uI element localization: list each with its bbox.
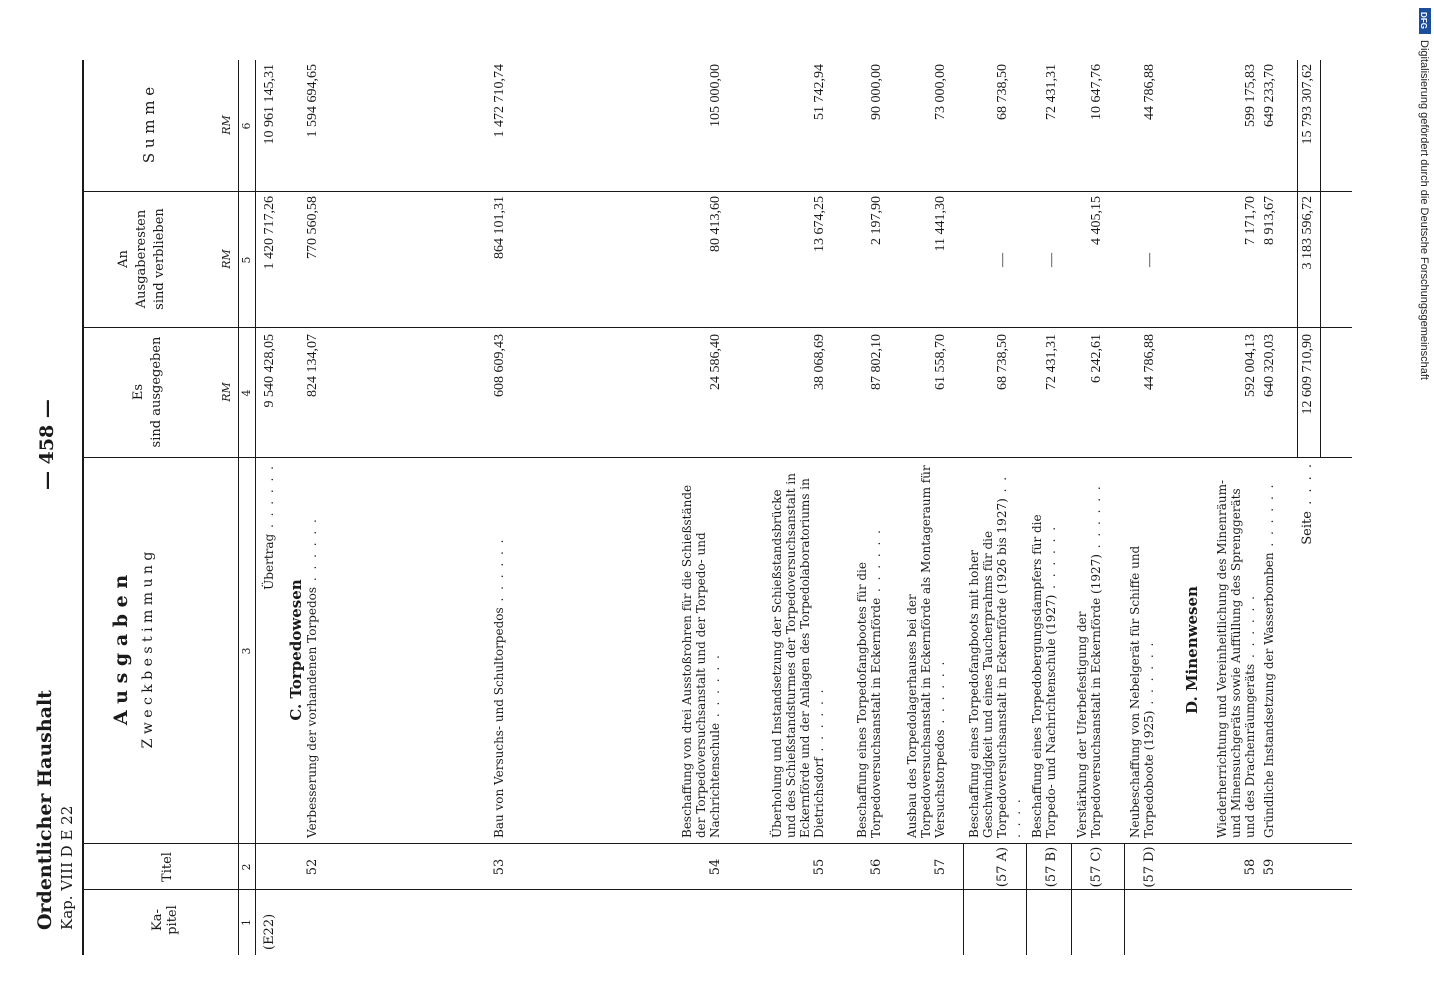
row-summe: 649 233,70 [1262,64,1277,127]
row-titel: 52 [305,858,320,876]
unit-reste: RM [220,249,233,269]
row-description: Neubeschaffung von Nebelgerät für Schiffe und Torpedoboote (1925) . . . . . . [1128,545,1156,838]
row-titel: 59 [1262,858,1277,876]
row-titel: (57 D) [1142,846,1157,888]
total-rule-bottom [1320,60,1321,458]
row-titel: 56 [869,858,884,876]
row-summe: 68 738,50 [995,64,1010,120]
row-separator [963,844,964,955]
row-description: Wiederherrichtung und Vereinheitlichung des Minenräum- und Minensuchgeräts sowie Auffüllung des Sprenggeräts und des Drachenräumgeräts . . . . . . [1215,479,1257,838]
row-titel: (57 A) [995,846,1010,888]
row-description: Beschaffung eines Torpedofangboots mit hoher Geschwindigkeit und eines Taucherprahms für die Torpedoversuchsanstalt in Eckernförde (1926 bis 1927) . . . . . . [967,474,1023,838]
row-reste: — [1142,253,1157,267]
row-reste: 4 405,15 [1089,196,1104,245]
row-summe: 1 594 694,65 [305,64,320,138]
header-titel: Titel [160,852,175,882]
col-divider-1 [82,889,1352,890]
document-title: Ordentlicher Haushalt [34,690,56,930]
total-label: Seite . . . . [1300,462,1315,545]
header-zweck: Z w e c k b e s t i m m u n g [140,551,156,749]
row-reste: 80 413,60 [708,196,723,252]
total-ausgegeben: 12 609 710,90 [1300,334,1315,415]
header-number-rule [238,60,239,955]
table-top-rule [82,60,84,955]
dfg-note-text: Digitalisierung gefördert durch die Deutsche Forschungsgemeinschaft [1418,40,1430,380]
row-reste: 8 913,67 [1262,196,1277,245]
row-reste: 11 441,30 [933,196,948,252]
header-summe: S u m m e [140,86,158,164]
row-summe: 599 175,83 [1243,64,1258,127]
row-titel: 53 [492,858,507,876]
header-kapitel: Ka- pitel [150,905,180,935]
row-ausgegeben: 61 558,70 [933,334,948,390]
row-description: Verbesserung der vorhandenen Torpedos . . . . . . [305,517,319,838]
colnum-3: 3 [240,647,253,655]
col-divider-3 [82,457,1352,458]
row-separator [1071,844,1072,955]
row-description: Ausbau des Torpedolagerhauses bei der Torpedoversuchsanstalt in Eckernförde als Montageraum für Versuchstorpedos . . . . . . [905,465,947,838]
row-titel: (57 B) [1044,846,1059,888]
unit-ausgegeben: RM [220,382,233,402]
row-ausgegeben: 592 004,13 [1243,334,1258,397]
dfg-note [1417,10,1431,390]
row-summe: 105 000,00 [708,64,723,127]
total-summe: 15 793 307,62 [1300,64,1315,145]
col-divider-5 [82,191,1352,192]
row-description: Beschaffung von drei Ausstoßrohren für die Schießstände der Torpedoversuchsanstalt und der Torpedo- und Nachrichtenschule . . . . . . [680,484,722,838]
row-ausgegeben: 640 320,03 [1262,334,1277,397]
row-ausgegeben: 24 586,40 [708,334,723,390]
colnum-5: 5 [240,256,253,264]
colnum-4: 4 [240,389,253,397]
section-d-heading: D. Minenwesen [1183,586,1201,714]
row-reste: — [995,253,1010,267]
header-ausgegeben: Es sind ausgegeben [131,336,164,448]
row-description: Überholung und Instandsetzung der Schießstandsbrücke und des Schießstandsturmes der Torpedoversuchsanstalt in Eckernförde und der Anlagen des Torpedolaboratoriums in Dietrichsdorf . . . . . . [770,472,826,838]
row-description: Gründliche Instandsetzung der Wasserbomben . . . . . . [1262,482,1276,838]
row-summe: 10 647,76 [1089,64,1104,120]
row-reste: 2 197,90 [869,196,884,245]
colnum-2: 2 [240,863,253,871]
chapter-label: Kap. VIII D E 22 [58,805,76,930]
row-ausgegeben: 6 242,61 [1089,334,1104,383]
header-bottom-rule [255,60,256,955]
row-summe: 1 472 710,74 [492,64,507,138]
row-summe: 72 431,31 [1044,64,1059,120]
header-ausgaben: A u s g a b e n [110,574,132,726]
colnum-1: 1 [240,919,253,926]
row-ausgegeben: 72 431,31 [1044,334,1059,390]
row-titel: 58 [1243,858,1258,876]
row-reste: 770 560,58 [305,196,320,259]
row-ausgegeben: 38 068,69 [812,334,827,390]
row-description: Beschaffung eines Torpedofangbootes für die Torpedoversuchsanstalt in Eckernförde . . . . . . [855,528,883,838]
row-summe: 90 000,00 [869,64,884,120]
colnum-6: 6 [240,122,253,130]
row-reste: — [1044,253,1059,267]
kapitel-value: (E22) [262,913,277,950]
row-summe: 51 742,94 [812,64,827,120]
row-ausgegeben: 608 609,43 [492,334,507,397]
col-divider-2 [82,843,1352,844]
row-titel: 54 [708,858,723,876]
row-description: Übertrag . . . . . . [262,464,276,590]
section-c-heading: C. Torpedowesen [287,579,305,721]
row-separator [1124,844,1125,955]
unit-summe: RM [220,115,233,135]
col-divider-4 [82,327,1352,328]
row-titel: (57 C) [1089,846,1104,888]
row-titel: 55 [812,858,827,876]
row-ausgegeben: 68 738,50 [995,334,1010,390]
row-reste: 7 171,70 [1243,196,1258,245]
page-number: — 458 — [36,399,58,490]
row-separator [1026,844,1027,955]
header-ausgabereste: An Ausgaberesten sind verblieben [116,208,167,310]
row-summe: 10 961 145,31 [262,64,277,145]
row-description: Verstärkung der Uferbefestigung der Torpedoversuchsanstalt in Eckernförde (1927) . . . . . . [1075,484,1103,838]
row-reste: 1 420 717,26 [262,196,277,270]
total-rule-top [1297,60,1298,458]
row-description: Bau von Versuchs- und Schultorpedos . . . . . . [492,537,506,838]
row-titel: 57 [933,858,948,876]
row-summe: 44 786,88 [1142,64,1157,120]
row-ausgegeben: 87 802,10 [869,334,884,390]
row-ausgegeben: 9 540 428,05 [262,334,277,408]
row-ausgegeben: 44 786,88 [1142,334,1157,390]
row-ausgegeben: 824 134,07 [305,334,320,397]
dfg-logo: DFG [1419,8,1431,34]
row-reste: 13 674,25 [812,196,827,252]
row-description: Beschaffung eines Torpedobergungsdampfers für die Torpedo- und Nachrichtenschule (1927) . . . . . . [1030,514,1058,838]
row-reste: 864 101,31 [492,196,507,259]
total-reste: 3 183 596,72 [1300,196,1315,270]
row-summe: 73 000,00 [933,64,948,120]
